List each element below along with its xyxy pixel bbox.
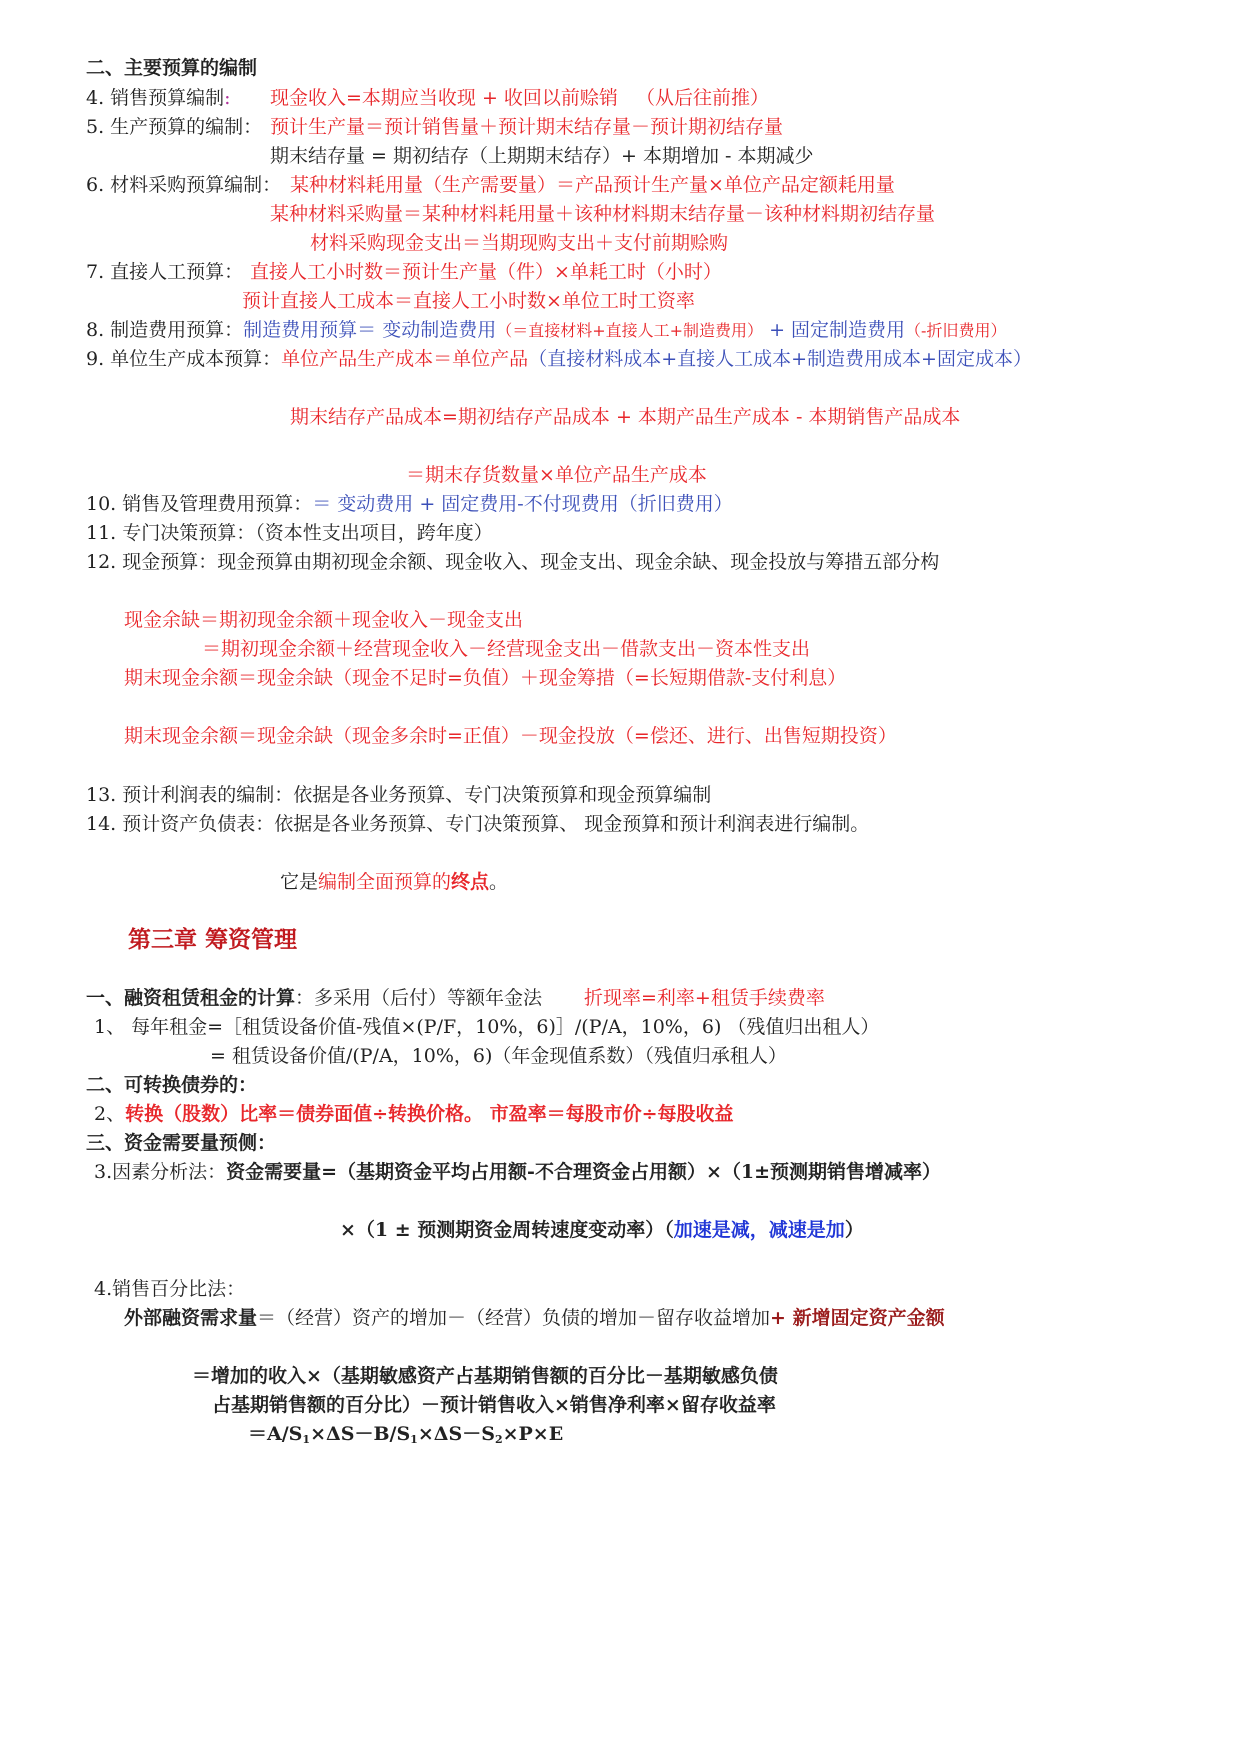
ch3-s4-formula-2: ＝增加的收入×（基期敏感资产占基期销售额的百分比－基期敏感负债: [192, 1365, 778, 1387]
ch3-s2-title: 二、可转换债券的：: [86, 1074, 258, 1096]
item-8-part-1: 制造费用预算＝ 变动制造费用: [243, 319, 497, 341]
item-12-formula-4: 期末现金余额＝现金余缺（现金多余时=正值）－现金投放（=偿还、进行、出售短期投资）: [124, 725, 897, 747]
item-6-formula-2: 某种材料采购量＝某种材料耗用量＋该种材料期末结存量－该种材料期初结存量: [270, 203, 936, 225]
ch3-s2-num: 2、: [94, 1103, 126, 1125]
item-9-part-1: 单位产品生产成本＝单位产品: [281, 348, 529, 370]
ch3-s1: [86, 986, 542, 1010]
item-7-label: 7. 直接人工预算：: [86, 261, 244, 283]
item-12-formula-3: 期末现金余额＝现金余缺（现金不足时=负值）＋现金筹措（=长短期借款-支付利息）: [124, 667, 847, 689]
ch3-s1-line-2: = 租赁设备价值/(P/A，10%，6)（年金现值系数）（残值归承租人）: [210, 1045, 787, 1067]
item-7-formula-1: 直接人工小时数＝预计生产量（件）×单耗工时（小时）: [250, 261, 722, 283]
ch3-s4-f4-b: ×ΔS－B/S: [310, 1423, 411, 1445]
ch3-s3-title: 三、资金需要量预侧：: [86, 1132, 277, 1154]
ch3-s4-term: 外部融资需求量: [124, 1307, 258, 1329]
ch3-s3-formula-2-end: ）: [844, 1219, 864, 1241]
ch3-s3-line-1: [94, 1160, 941, 1184]
item-7-formula-2: 预计直接人工成本＝直接人工小时数×单位工时工资率: [242, 290, 695, 312]
item-9-formula-3: ＝期末存货数量×单位产品生产成本: [406, 464, 707, 486]
item-14-note-1: 它是: [280, 871, 319, 893]
ch3-s4-sub-3: 2: [494, 1433, 503, 1446]
item-9: [86, 347, 1032, 371]
item-14-note-2: 编制全面预算的: [318, 871, 452, 893]
item-12-formula-2: ＝期初现金余额＋经营现金收入－经营现金支出－借款支出－资本性支出: [202, 638, 811, 660]
item-5-formula-1: 预计生产量＝预计销售量＋预计期末结存量－预计期初结存量: [270, 116, 784, 138]
ch3-s3-line-2: [340, 1218, 864, 1242]
item-5-formula-2: 期末结存量 = 期初结存（上期期末结存）+ 本期增加 - 本期减少: [270, 145, 814, 167]
item-4-colon: :: [224, 87, 231, 109]
item-8-part-3: + 固定制造费用: [763, 319, 906, 341]
ch3-s4-formula-1: ＝（经营）资产的增加－（经营）负债的增加－留存收益增加: [257, 1307, 771, 1329]
item-10: [86, 492, 733, 516]
item-13: 13. 预计利润表的编制：依据是各业务预算、专门决策预算和现金预算编制: [86, 784, 712, 806]
ch3-s4-line-1: [124, 1306, 945, 1330]
item-6-formula-3: 材料采购现金支出＝当期现购支出＋支付前期赊购: [310, 232, 729, 254]
item-8-part-2: （＝直接材料+直接人工+制造费用）: [496, 321, 764, 340]
ch3-s1-line-1: 1、 每年租金=［租赁设备价值-残值×(P/F，10%，6)］/(P/A，10%，6) （残值归出租人）: [94, 1016, 880, 1038]
ch3-s3-formula-2-note: 加速是减，减速是加: [673, 1219, 845, 1241]
item-9-formula-2: 期末结存产品成本=期初结存产品成本 + 本期产品生产成本 - 本期销售产品成本: [290, 406, 961, 428]
ch3-s4-f4-c: ×ΔS－S: [417, 1423, 495, 1445]
ch3-s1-desc: ：多采用（后付）等额年金法: [295, 987, 543, 1009]
item-4-label: 4. 销售预算编制: [86, 87, 225, 109]
ch3-s4-sub-2: 1: [410, 1433, 418, 1446]
item-6-label: 6. 材料采购预算编制：: [86, 174, 282, 196]
ch3-s4-formula-1-extra: + 新增固定资产金额: [770, 1307, 945, 1329]
item-14-note-3: 终点: [451, 871, 490, 893]
ch3-s4-f4-d: ×P×E: [502, 1423, 564, 1445]
item-12: 12. 现金预算：现金预算由期初现金余额、现金收入、现金支出、现金余缺、现金投放与筹措五部分构: [86, 551, 940, 573]
item-4: [86, 86, 231, 110]
ch3-s1-formula: 折现率=利率+租赁手续费率: [584, 987, 825, 1009]
ch3-s1-title: 一、融资租赁租金的计算: [86, 987, 296, 1009]
item-10-label: 10. 销售及管理费用预算：: [86, 493, 313, 515]
ch3-s4-formula-4: [248, 1422, 563, 1452]
ch3-s2-formula: 转换（股数）比率＝债券面值÷转换价格。 市盈率＝每股市价÷每股收益: [125, 1103, 734, 1125]
item-8-part-4: （-折旧费用）: [905, 321, 1007, 340]
ch3-s4-f4-a: ＝A/S: [248, 1423, 303, 1445]
ch3-s3-formula-1: 资金需要量=（基期资金平均占用额-不合理资金占用额）×（1±预测期销售增减率）: [226, 1161, 942, 1183]
item-6-formula-1: 某种材料耗用量（生产需要量）＝产品预计生产量×单位产品定额耗用量: [290, 174, 895, 196]
chapter-title: 第三章 筹资管理: [128, 926, 298, 953]
item-11: 11. 专门决策预算：（资本性支出项目，跨年度）: [86, 522, 493, 544]
item-12-formula-1: 现金余缺＝期初现金余额＋现金收入－现金支出: [124, 609, 524, 631]
item-9-part-2: （直接材料成本+直接人工成本+制造费用成本+固定成本）: [528, 348, 1032, 370]
item-14-note: [280, 870, 508, 894]
ch3-s4-sub-1: 1: [302, 1433, 311, 1446]
item-10-formula: ＝ 变动费用 + 固定费用-不付现费用（折旧费用）: [312, 493, 733, 515]
ch3-s3-formula-2: ×（1 ± 预测期资金周转速度变动率）（: [340, 1219, 674, 1241]
item-8-label: 8. 制造费用预算：: [86, 319, 244, 341]
ch3-s3-num: 3.因素分析法：: [94, 1161, 227, 1183]
item-14-note-4: 。: [489, 871, 509, 893]
item-5-label: 5. 生产预算的编制：: [86, 116, 263, 138]
item-4-formula: 现金收入=本期应当收现 + 收回以前赊销: [270, 87, 618, 109]
item-9-label: 9. 单位生产成本预算：: [86, 348, 282, 370]
ch3-s4-formula-3: 占基期销售额的百分比）－预计销售收入×销售净利率×留存收益率: [212, 1394, 776, 1416]
item-14: 14. 预计资产负债表：依据是各业务预算、专门决策预算、 现金预算和预计利润表进行编制。: [86, 813, 870, 835]
item-4-note: （从后往前推）: [636, 87, 770, 109]
ch3-s2-line: [94, 1102, 734, 1126]
ch3-s4-num: 4.销售百分比法：: [94, 1278, 246, 1300]
section-title-budget: 二、主要预算的编制: [86, 57, 258, 79]
item-8: [86, 318, 1006, 343]
